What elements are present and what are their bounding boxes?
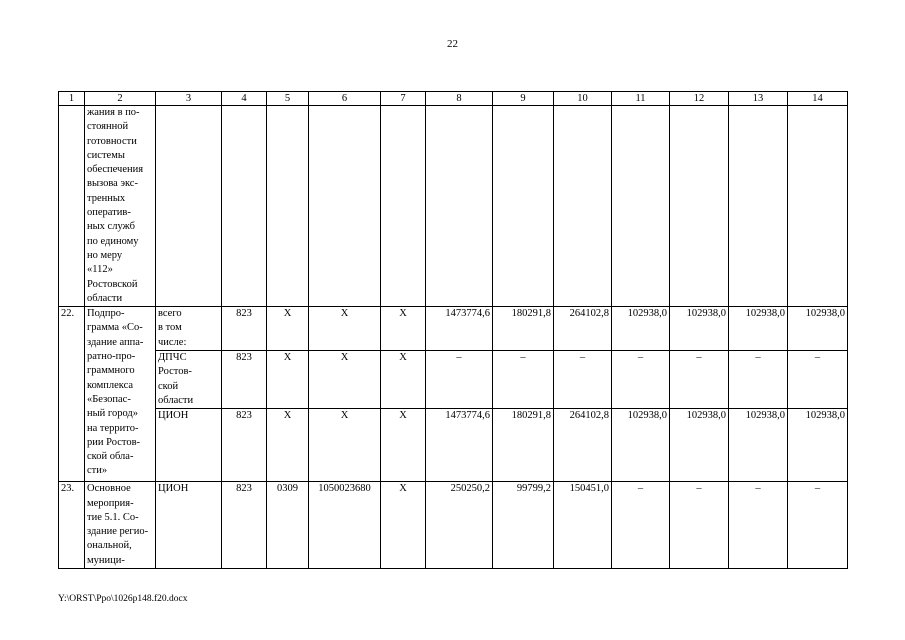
cell-year: – xyxy=(788,482,848,569)
column-number: 4 xyxy=(222,92,267,106)
cell-year xyxy=(729,106,788,307)
cell-year: – xyxy=(729,351,788,409)
cell-executor: ЦИОН xyxy=(156,482,222,569)
cell-year xyxy=(554,106,612,307)
cell-grbs: 823 xyxy=(222,351,267,409)
cell-year: – xyxy=(729,482,788,569)
cell-year xyxy=(493,106,554,307)
cell-num: 23. xyxy=(59,482,85,569)
cell-rzpr: X xyxy=(267,307,309,351)
column-number: 7 xyxy=(381,92,426,106)
cell-year: – xyxy=(788,351,848,409)
cell-year: 102938,0 xyxy=(788,307,848,351)
cell-vr: X xyxy=(381,351,426,409)
table-row xyxy=(59,351,848,409)
cell-year: 264102,8 xyxy=(554,409,612,482)
table-row-continuation xyxy=(59,106,848,307)
cell-total xyxy=(426,106,493,307)
cell-executor xyxy=(156,106,222,307)
column-number: 8 xyxy=(426,92,493,106)
table-row xyxy=(59,482,848,569)
cell-year: 99799,2 xyxy=(493,482,554,569)
page-number: 22 xyxy=(447,38,458,50)
column-number: 13 xyxy=(729,92,788,106)
cell-year: – xyxy=(493,351,554,409)
cell-total: 1473774,6 xyxy=(426,307,493,351)
cell-year: 102938,0 xyxy=(729,409,788,482)
column-number: 14 xyxy=(788,92,848,106)
cell-year: 102938,0 xyxy=(612,409,670,482)
cell-total: 250250,2 xyxy=(426,482,493,569)
cell-vr xyxy=(381,106,426,307)
cell-year: 180291,8 xyxy=(493,409,554,482)
cell-csr: X xyxy=(309,409,381,482)
column-number-row xyxy=(59,92,848,106)
column-number: 10 xyxy=(554,92,612,106)
cell-num: 22. xyxy=(59,307,85,482)
cell-grbs: 823 xyxy=(222,307,267,351)
cell-executor: ДПЧС Ростов- ской области xyxy=(156,351,222,409)
cell-year: 102938,0 xyxy=(670,409,729,482)
file-path-footer: Y:\ORST\Ppo\1026p148.f20.docx xyxy=(58,594,188,604)
column-number: 2 xyxy=(85,92,156,106)
budget-table xyxy=(58,91,848,569)
cell-name: Основное мероприя- тие 5.1. Со- здание регио- ональной, муници- xyxy=(85,482,156,569)
column-number: 12 xyxy=(670,92,729,106)
cell-year: 102938,0 xyxy=(612,307,670,351)
cell-year: 264102,8 xyxy=(554,307,612,351)
cell-year: – xyxy=(612,482,670,569)
cell-executor: ЦИОН xyxy=(156,409,222,482)
cell-executor: всего в том числе: xyxy=(156,307,222,351)
cell-name: жания в по- стоянной готовности системы обеспечения вызова экс- тренных оператив- ных служб по единому но меру «112» Ростовской области xyxy=(85,106,156,307)
cell-rzpr: X xyxy=(267,409,309,482)
cell-year: – xyxy=(554,351,612,409)
cell-grbs xyxy=(222,106,267,307)
cell-year: 150451,0 xyxy=(554,482,612,569)
cell-year: – xyxy=(670,482,729,569)
cell-year xyxy=(670,106,729,307)
cell-rzpr: X xyxy=(267,351,309,409)
cell-name: Подпро- грамма «Со- здание аппа- ратно-про- граммного комплекса «Безопас- ный город» на террито- рии Ростов- ской обла- сти» xyxy=(85,307,156,482)
cell-csr xyxy=(309,106,381,307)
cell-num xyxy=(59,106,85,307)
column-number: 6 xyxy=(309,92,381,106)
cell-year: – xyxy=(670,351,729,409)
cell-vr: X xyxy=(381,409,426,482)
cell-year: 102938,0 xyxy=(788,409,848,482)
column-number: 1 xyxy=(59,92,85,106)
cell-year: 180291,8 xyxy=(493,307,554,351)
cell-rzpr xyxy=(267,106,309,307)
cell-csr: X xyxy=(309,307,381,351)
cell-vr: X xyxy=(381,307,426,351)
cell-year: 102938,0 xyxy=(670,307,729,351)
cell-total: 1473774,6 xyxy=(426,409,493,482)
cell-year xyxy=(612,106,670,307)
cell-grbs: 823 xyxy=(222,482,267,569)
cell-vr: X xyxy=(381,482,426,569)
cell-rzpr: 0309 xyxy=(267,482,309,569)
column-number: 11 xyxy=(612,92,670,106)
cell-year: 102938,0 xyxy=(729,307,788,351)
cell-year: – xyxy=(612,351,670,409)
cell-csr: 1050023680 xyxy=(309,482,381,569)
table-row xyxy=(59,409,848,482)
column-number: 5 xyxy=(267,92,309,106)
cell-year xyxy=(788,106,848,307)
cell-grbs: 823 xyxy=(222,409,267,482)
cell-csr: X xyxy=(309,351,381,409)
column-number: 3 xyxy=(156,92,222,106)
column-number: 9 xyxy=(493,92,554,106)
table-row xyxy=(59,307,848,351)
cell-total: – xyxy=(426,351,493,409)
